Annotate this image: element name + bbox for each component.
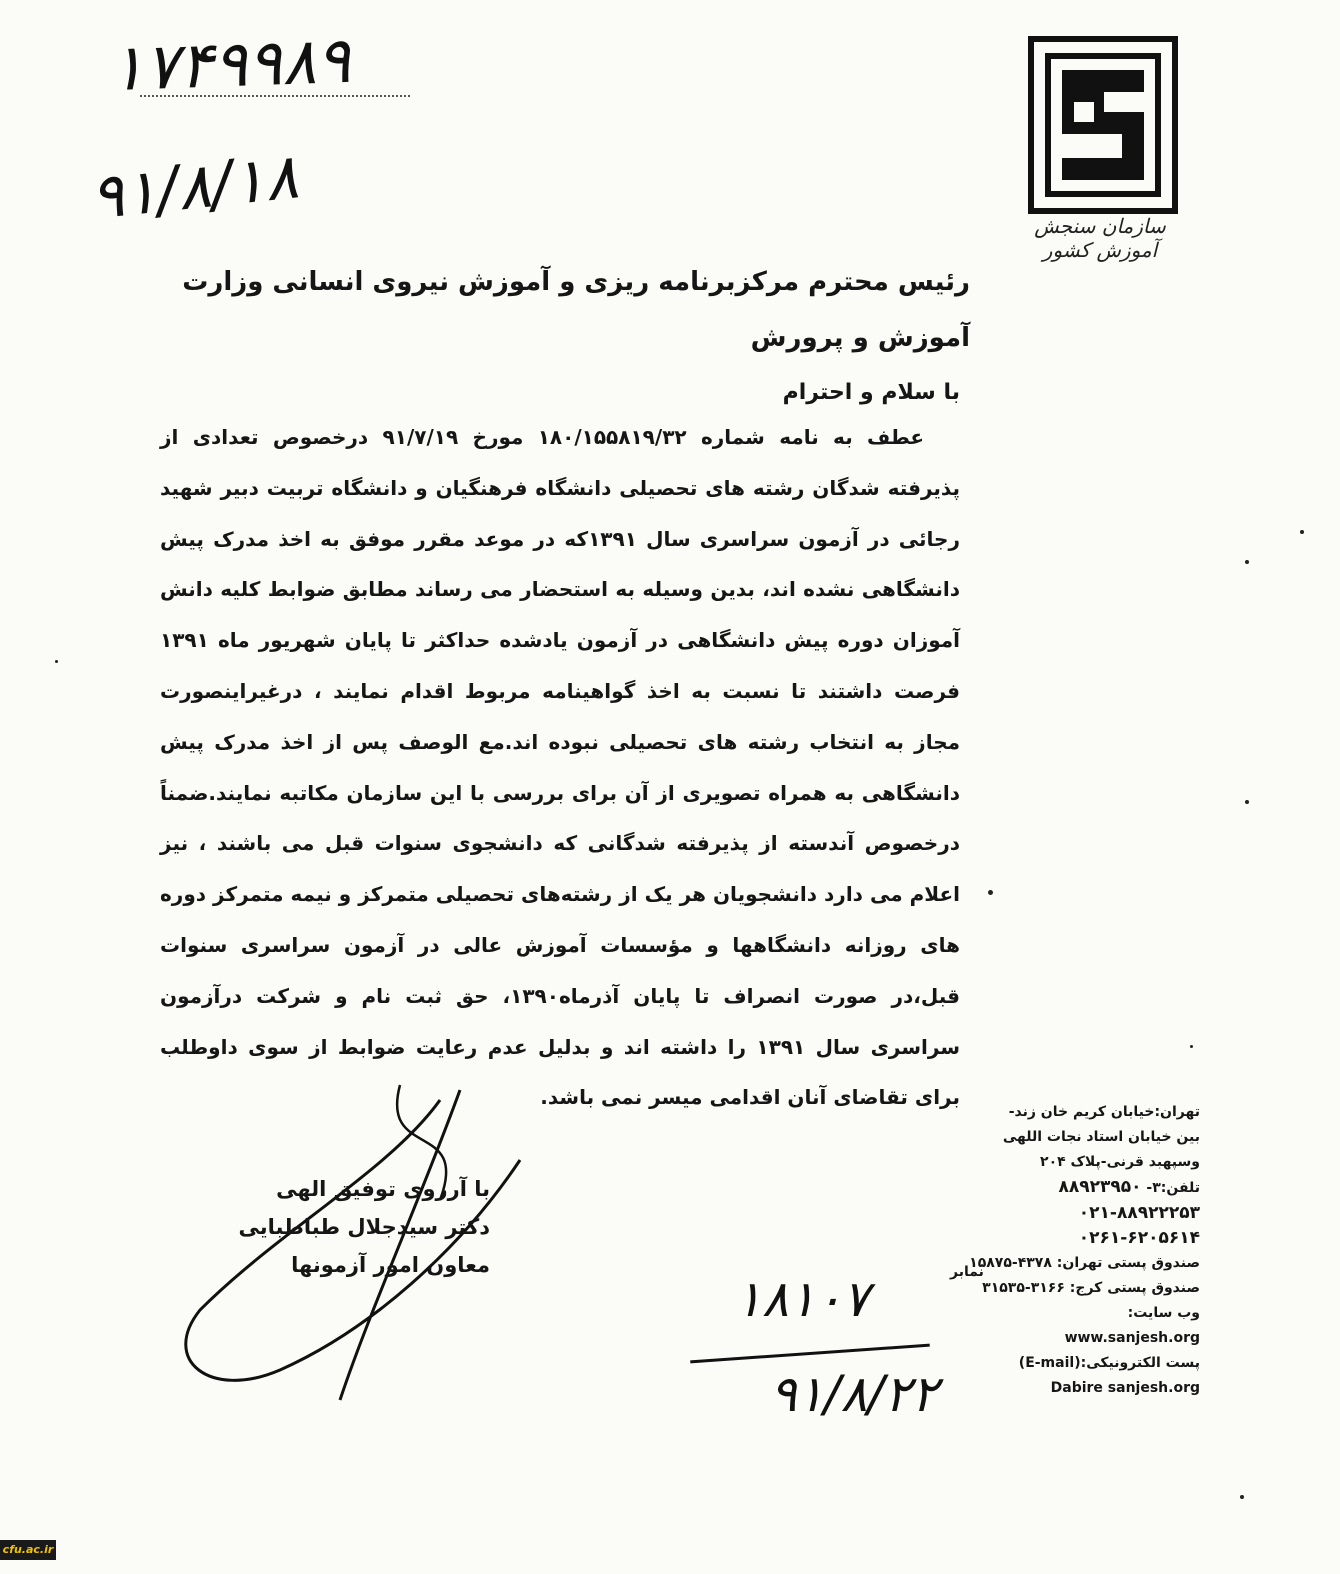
scan-dot (1240, 1495, 1244, 1499)
letter-body (160, 412, 960, 1123)
address-line: تهران:خیابان کریم خان زند- (1008, 1104, 1200, 1120)
handwritten-registration-number: ۱۷۴۹۹۸۹ (108, 23, 352, 107)
letter-greeting: با سلام و احترام (782, 380, 960, 405)
po-box-karaj: صندوق پستی کرج: ۳۱۶۶-۳۱۵۳۵ (982, 1280, 1200, 1296)
scan-dot (55, 660, 58, 663)
po-box-tehran: صندوق پستی تهران: ۴۳۷۸-۱۵۸۷۵ (969, 1255, 1200, 1271)
scan-dot (1245, 800, 1249, 804)
scan-dot (1190, 1045, 1193, 1048)
phone-label: تلفن:۳- (1146, 1180, 1200, 1196)
letter-recipient: رئیس محترم مرکزبرنامه ریزی و آموزش نیروی انسانی وزارت آموزش و پرورش (182, 267, 970, 353)
scan-dot (1300, 530, 1304, 534)
handwritten-annotation-date: ۹۱/۸/۲۲ (770, 1365, 938, 1423)
email-label: پست الکترونیکی:(E-mail) (1018, 1355, 1200, 1371)
contact-info (950, 1100, 1200, 1401)
signature-closing: با آرزوی توفیق الهی (276, 1177, 490, 1201)
handwritten-annotation-number: ۱۸۱۰۷ (735, 1270, 870, 1328)
fax-number: ۰۲۶۱-۶۲۰۵۶۱۴ (1078, 1228, 1200, 1248)
signature-block (190, 1170, 490, 1284)
signatory-title: معاون امور آزمونها (291, 1253, 490, 1277)
signatory-name: دکتر سیدجلال طباطبایی (238, 1215, 490, 1239)
organization-logo (1028, 36, 1178, 214)
email-link[interactable]: Dabire sanjesh.org (1050, 1380, 1200, 1396)
scan-dot (988, 890, 993, 895)
website-label: وب سایت: (1127, 1305, 1200, 1321)
letter-body-paragraph: عطف به نامه شماره ۱۸۰/۱۵۵۸۱۹/۳۲ مورخ ۹۱/۷/۱۹ درخصوص تعدادی از پذیرفته شدگان رشته های تحصیلی دانشگاه فرهنگیان و دانشگاه تربیت دبیر شهید رجائی در آزمون سراسری سال ۱۳۹۱که در موعد مقرر موفق به اخذ مدرک پیش دانشگاهی نشده اند، بدین وسیله به استحضار می رساند مطابق ضوابط کلیه دانش آموزان دوره پیش دانشگاهی در آزمون یادشده حداکثر تا پایان شهریور ماه ۱۳۹۱ فرصت داشتند تا نسبت به اخذ گواهینامه مربوط اقدام نمایند ، درغیراینصورت مجاز به انتخاب رشته های تحصیلی نبوده اند.مع الوصف پس از اخذ مدرک پیش دانشگاهی به همراه تصویری از آن برای بررسی با این سازمان مکاتبه نمایند.ضمناً درخصوص آندسته از پذیرفته شدگانی که دانشجوی سنوات قبل می باشند ، نیز اعلام می دارد دانشجویان هر یک از رشته‌های تحصیلی متمرکز و نیمه متمرکز دوره های روزانه دانشگاهها و مؤسسات آموزش عالی در آزمون سراسری سنوات قبل،در صورت انصراف تا پایان آذرماه۱۳۹۰، حق ثبت نام و شرکت درآزمون سراسری سال ۱۳۹۱ را داشته اند و بدلیل عدم رعایت ضوابط از سوی داوطلب برای تقاضای آنان اقدامی میسر نمی باشد. (160, 425, 961, 1110)
phone-row (960, 1175, 1200, 1201)
fax-number: ۰۲۱-۸۸۹۲۲۲۵۳ (1078, 1203, 1200, 1223)
site-watermark: cfu.ac.ir (0, 1540, 56, 1560)
fax-label: نمابر (950, 1264, 984, 1280)
address-line: بین خیابان استاد نجات اللهی (1002, 1129, 1200, 1145)
organization-name: سازمان سنجش آموزش کشور (1034, 214, 1166, 262)
address-line: وسپهبد قرنی-پلاک ۲۰۴ (1040, 1154, 1200, 1170)
scan-dot (1245, 560, 1249, 564)
website-link[interactable]: www.sanjesh.org (1064, 1330, 1200, 1346)
phone-number: ۸۸۹۲۳۹۵۰ (1058, 1177, 1142, 1197)
handwritten-annotation-line (690, 1344, 930, 1364)
handwritten-registration-date: ۹۱/۸/۱۸ (86, 139, 302, 234)
logo-emblem-icon (1044, 52, 1162, 198)
